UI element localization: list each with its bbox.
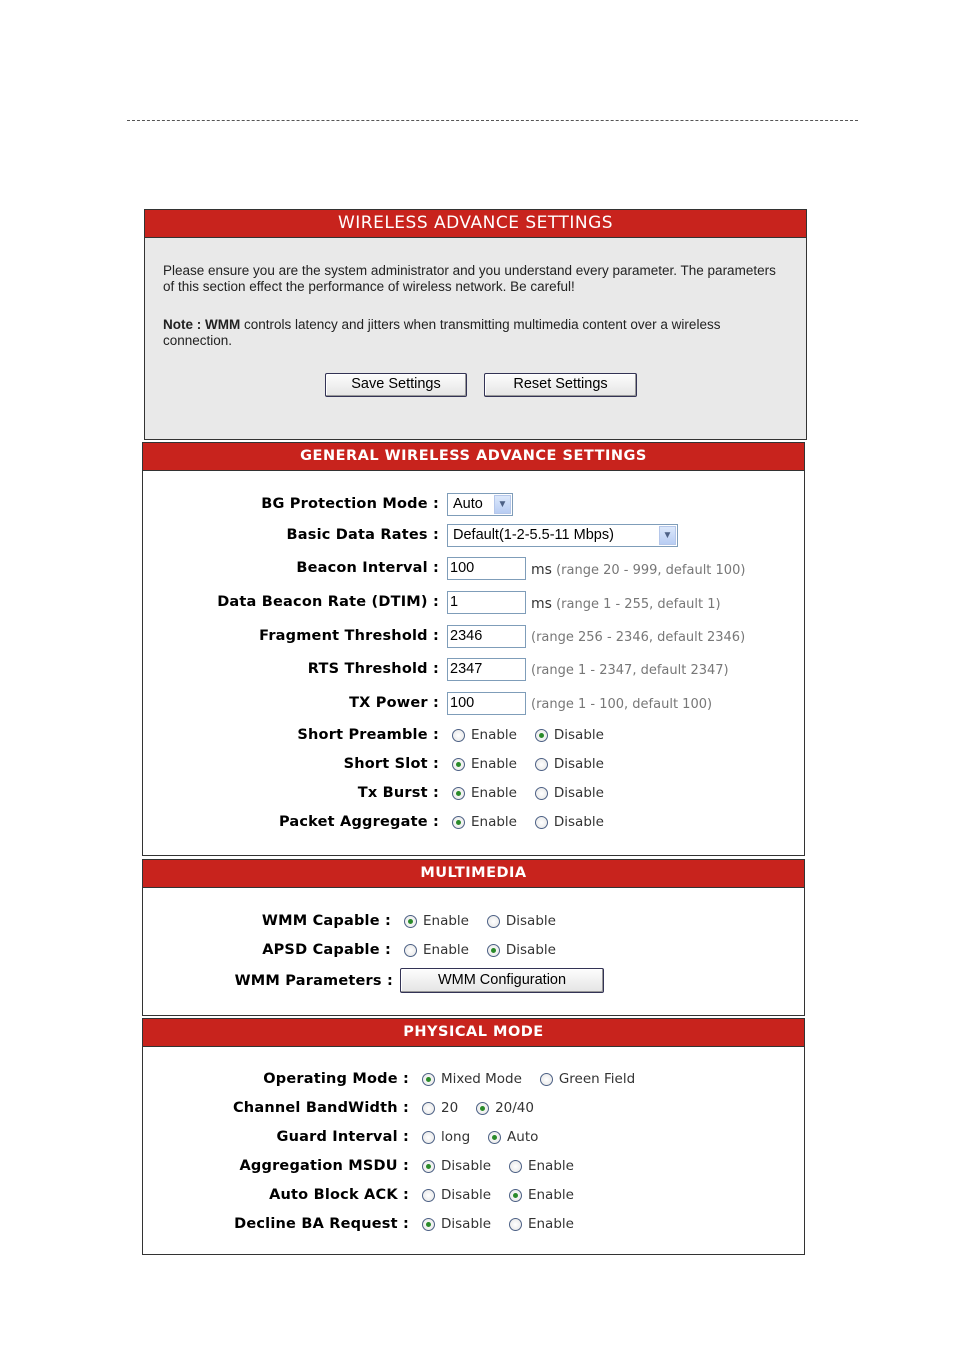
aggregation-msdu-enable-radio[interactable] (509, 1160, 522, 1173)
dtim-input[interactable]: 1 (447, 591, 526, 614)
auto-block-ack-enable-label: Enable (527, 1187, 574, 1203)
tx-power-row (143, 692, 804, 716)
short-slot-row (143, 753, 804, 777)
guard-interval-auto-label: Auto (507, 1129, 539, 1145)
decline-ba-enable-radio[interactable] (509, 1218, 522, 1231)
physical-mode-header: PHYSICAL MODE (143, 1019, 804, 1047)
tx-burst-enable-label: Enable (471, 785, 517, 801)
short-slot-enable-label: Enable (471, 756, 517, 772)
operating-mode-row (143, 1068, 804, 1092)
packet-aggregate-enable-label: Enable (471, 814, 517, 830)
short-slot-disable-label: Disable (553, 756, 604, 772)
apsd-capable-row (143, 939, 804, 963)
wmm-capable-enable-label: Enable (423, 913, 469, 929)
operating-mode-greenfield-radio[interactable] (540, 1073, 553, 1086)
operating-mode-mixed-label: Mixed Mode (441, 1071, 522, 1087)
beacon-interval-input[interactable]: 100 (447, 557, 526, 580)
rts-threshold-row (143, 658, 804, 682)
dtim-row (143, 591, 804, 615)
short-slot-disable-radio[interactable] (535, 758, 548, 771)
wmm-capable-disable-label: Disable (505, 913, 556, 929)
rts-threshold-label: RTS Threshold : (307, 661, 439, 677)
chevron-down-icon: ▼ (659, 526, 676, 545)
apsd-capable-disable-radio[interactable] (487, 944, 500, 957)
dtim-label: Data Beacon Rate (DTIM) : (217, 594, 439, 610)
tx-power-label: TX Power : (349, 695, 439, 711)
basic-rates-select[interactable] (447, 524, 678, 547)
bg-protection-label: BG Protection Mode : (261, 496, 439, 512)
wmm-configuration-button[interactable]: WMM Configuration (400, 968, 604, 993)
aggregation-msdu-row (143, 1155, 804, 1179)
apsd-capable-disable-label: Disable (505, 942, 556, 958)
basic-rates-value: Default(1-2-5.5-11 Mbps) (453, 527, 614, 543)
tx-burst-label: Tx Burst : (357, 785, 439, 801)
tx-power-hint: (range 1 - 100, default 100) (531, 697, 713, 712)
wmm-capable-disable-radio[interactable] (487, 915, 500, 928)
basic-rates-label: Basic Data Rates : (286, 527, 439, 543)
short-preamble-disable-label: Disable (553, 727, 604, 743)
beacon-interval-unit: ms (531, 562, 552, 578)
apsd-capable-label: APSD Capable : (262, 942, 391, 958)
short-slot-label: Short Slot : (343, 756, 439, 772)
operating-mode-greenfield-label: Green Field (558, 1071, 636, 1087)
physical-mode-panel (142, 1018, 805, 1255)
aggregation-msdu-disable-label: Disable (441, 1158, 492, 1174)
rts-threshold-hint: (range 1 - 2347, default 2347) (531, 663, 729, 678)
decline-ba-disable-label: Disable (441, 1216, 492, 1232)
note-text: controls latency and jitters when transmitting multimedia content over a wireless connection. (163, 317, 721, 348)
fragment-threshold-row (143, 625, 804, 649)
general-settings-header: GENERAL WIRELESS ADVANCE SETTINGS (143, 443, 804, 471)
dtim-unit: ms (531, 596, 552, 612)
note-label: Note : WMM (163, 317, 241, 332)
channel-bandwidth-20-radio[interactable] (422, 1102, 435, 1115)
decline-ba-disable-radio[interactable] (422, 1218, 435, 1231)
guard-interval-long-radio[interactable] (422, 1131, 435, 1144)
auto-block-ack-row (143, 1184, 804, 1208)
wmm-capable-label: WMM Capable : (261, 913, 391, 929)
auto-block-ack-enable-radio[interactable] (509, 1189, 522, 1202)
dtim-hint: (range 1 - 255, default 1) (556, 597, 721, 612)
decline-ba-label: Decline BA Request : (234, 1216, 409, 1232)
tx-burst-enable-radio[interactable] (452, 787, 465, 800)
aggregation-msdu-label: Aggregation MSDU : (239, 1158, 409, 1174)
tx-burst-disable-label: Disable (553, 785, 604, 801)
wmm-params-label: WMM Parameters : (234, 973, 393, 989)
beacon-interval-row (143, 557, 804, 581)
short-preamble-enable-radio[interactable] (452, 729, 465, 742)
apsd-capable-enable-radio[interactable] (404, 944, 417, 957)
packet-aggregate-enable-radio[interactable] (452, 816, 465, 829)
general-settings-panel (142, 442, 805, 856)
wmm-note (163, 317, 783, 349)
short-slot-enable-radio[interactable] (452, 758, 465, 771)
packet-aggregate-disable-label: Disable (553, 814, 604, 830)
save-settings-button[interactable]: Save Settings (325, 373, 467, 397)
auto-block-ack-label: Auto Block ACK : (269, 1187, 409, 1203)
channel-bandwidth-2040-radio[interactable] (476, 1102, 489, 1115)
operating-mode-mixed-radio[interactable] (422, 1073, 435, 1086)
basic-rates-row (143, 524, 804, 548)
reset-settings-button[interactable]: Reset Settings (484, 373, 637, 397)
short-preamble-enable-label: Enable (471, 727, 517, 743)
tx-burst-disable-radio[interactable] (535, 787, 548, 800)
guard-interval-auto-radio[interactable] (488, 1131, 501, 1144)
short-preamble-label: Short Preamble : (297, 727, 439, 743)
wmm-capable-row (143, 910, 804, 934)
decline-ba-enable-label: Enable (527, 1216, 574, 1232)
wmm-params-row (143, 968, 804, 992)
operating-mode-label: Operating Mode : (263, 1071, 409, 1087)
wireless-advance-panel (144, 209, 807, 440)
channel-bandwidth-2040-label: 20/40 (495, 1100, 534, 1116)
chevron-down-icon: ▼ (494, 495, 511, 514)
tx-burst-row (143, 782, 804, 806)
aggregation-msdu-disable-radio[interactable] (422, 1160, 435, 1173)
bg-protection-value: Auto (453, 496, 483, 512)
rts-threshold-input[interactable]: 2347 (447, 658, 526, 681)
intro-text: Please ensure you are the system administrator and you understand every parameter. The parameters of this section effect the performance of wireless network. Be careful! (163, 263, 776, 294)
short-preamble-disable-radio[interactable] (535, 729, 548, 742)
guard-interval-label: Guard Interval : (276, 1129, 409, 1145)
bg-protection-row (143, 493, 804, 517)
packet-aggregate-disable-radio[interactable] (535, 816, 548, 829)
packet-aggregate-label: Packet Aggregate : (278, 814, 439, 830)
fragment-threshold-label: Fragment Threshold : (259, 628, 439, 644)
channel-bandwidth-20-label: 20 (441, 1100, 459, 1116)
decline-ba-row (143, 1213, 804, 1237)
beacon-interval-hint: (range 20 - 999, default 100) (556, 563, 746, 578)
guard-interval-long-label: long (441, 1129, 471, 1145)
page-divider (127, 120, 858, 121)
channel-bandwidth-label: Channel BandWidth : (232, 1100, 409, 1116)
beacon-interval-label: Beacon Interval : (296, 560, 439, 576)
fragment-threshold-input[interactable]: 2346 (447, 625, 526, 648)
aggregation-msdu-enable-label: Enable (527, 1158, 574, 1174)
packet-aggregate-row (143, 811, 804, 835)
fragment-threshold-hint: (range 256 - 2346, default 2346) (531, 630, 746, 645)
multimedia-header: MULTIMEDIA (143, 860, 804, 888)
bg-protection-select[interactable] (447, 493, 513, 516)
wireless-advance-header: WIRELESS ADVANCE SETTINGS (145, 210, 806, 238)
auto-block-ack-disable-radio[interactable] (422, 1189, 435, 1202)
auto-block-ack-disable-label: Disable (441, 1187, 492, 1203)
tx-power-input[interactable]: 100 (447, 692, 526, 715)
multimedia-panel (142, 859, 805, 1016)
wmm-capable-enable-radio[interactable] (404, 915, 417, 928)
short-preamble-row (143, 724, 804, 748)
guard-interval-row (143, 1126, 804, 1150)
channel-bandwidth-row (143, 1097, 804, 1121)
apsd-capable-enable-label: Enable (423, 942, 469, 958)
